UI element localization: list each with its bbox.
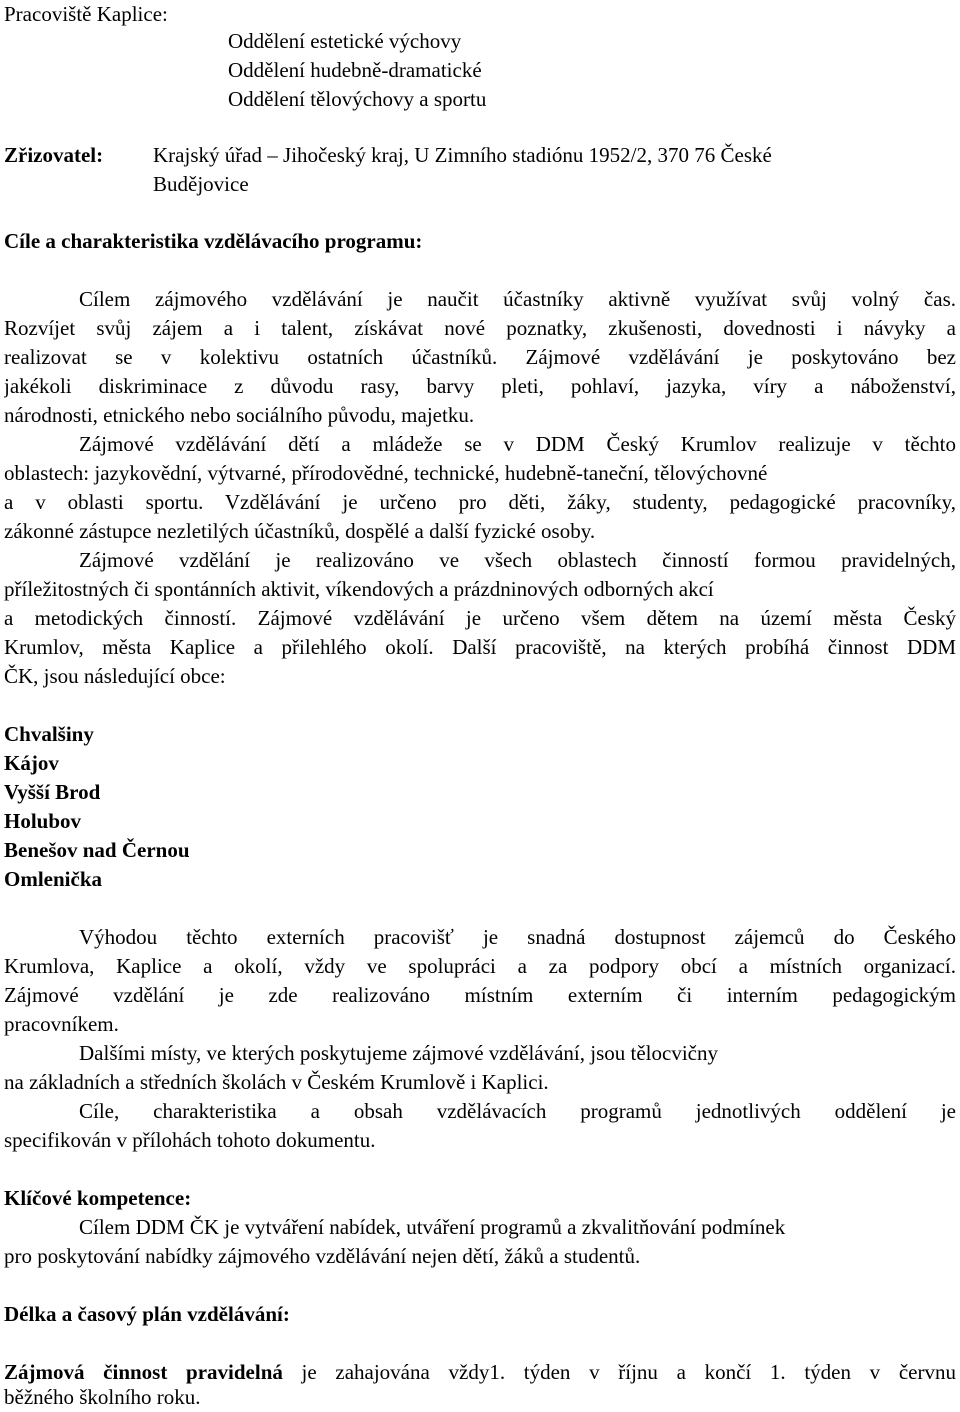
paragraph-line: specifikován v přílohách tohoto dokumentu.: [4, 1128, 376, 1152]
kompetence-heading: Klíčové kompetence:: [4, 1186, 192, 1210]
paragraph-line: pro poskytování nabídky zájmového vzdělávání nejen dětí, žáků a studentů.: [4, 1244, 641, 1268]
delka-bold-lead: Zájmová činnost pravidelná: [4, 1360, 283, 1384]
paragraph-line: oblastech: jazykovědní, výtvarné, přírodovědné, technické, hudebně-taneční, tělovýchovné: [4, 461, 768, 485]
paragraph-line: ČK, jsou následující obce:: [4, 664, 226, 688]
paragraph-line: Krumlov, města Kaplice a přilehlého okolí. Další pracoviště, na kterých probíhá činnost DDM: [4, 635, 956, 659]
paragraph-line: realizovat se v kolektivu ostatních účastníků. Zájmové vzdělávání je poskytováno bez: [4, 345, 956, 369]
delka-heading: Délka a časový plán vzdělávání:: [4, 1302, 290, 1326]
zrizovatel-value-cont: Budějovice: [153, 172, 249, 196]
paragraph-line: národnosti, etnického nebo sociálního původu, majetku.: [4, 403, 475, 427]
paragraph-line: a metodických činností. Zájmové vzdělávání je určeno všem dětem na území města Český: [4, 606, 956, 630]
paragraph-line: Cílem zájmového vzdělávání je naučit účastníky aktivně využívat svůj volný čas.: [79, 287, 956, 311]
paragraph-line: Zájmové vzdělávání dětí a mládeže se v DDM Český Krumlov realizuje v těchto: [79, 432, 956, 456]
zrizovatel-row: [4, 141, 956, 170]
kaplice-heading: Pracoviště Kaplice:: [4, 2, 168, 26]
paragraph-line: Cílem DDM ČK je vytváření nabídek, utváření programů a zkvalitňování podmínek: [79, 1215, 786, 1239]
paragraph-line: pracovníkem.: [4, 1012, 119, 1036]
obec-item: Benešov nad Černou: [4, 838, 190, 862]
obec-item: Chvalšiny: [4, 722, 94, 746]
zrizovatel-value: Krajský úřad – Jihočeský kraj, U Zimního stadiónu 1952/2, 370 76 České: [153, 143, 772, 167]
paragraph-line: jakékoli diskriminace z důvodu rasy, barvy pleti, pohlaví, jazyka, víry a náboženství,: [4, 374, 956, 398]
paragraph-line: Výhodou těchto externích pracovišť je snadná dostupnost zájemců do Českého: [79, 925, 956, 949]
zrizovatel-label: Zřizovatel:: [4, 143, 104, 167]
paragraph-line: zákonné zástupce nezletilých účastníků, dospělé a další fyzické osoby.: [4, 519, 596, 543]
paragraph-line: Zájmové vzdělání je realizováno ve všech oblastech činností formou pravidelných,: [79, 548, 956, 572]
obec-item: Vyšší Brod: [4, 780, 101, 804]
cile-heading: Cíle a charakteristika vzdělávacího programu:: [4, 229, 423, 253]
obec-item: Kájov: [4, 751, 59, 775]
delka-line-2: běžného školního roku.: [4, 1385, 201, 1409]
paragraph-line: příležitostných či spontánních aktivit, víkendových a prázdninových odborných akcí: [4, 577, 714, 601]
paragraph-line: Rozvíjet svůj zájem a i talent, získávat nové poznatky, zkušenosti, dovednosti i návyky a: [4, 316, 956, 340]
delka-line-rest: je zahajována vždy1. týden v říjnu a končí 1. týden v červnu: [282, 1360, 956, 1384]
department-item: Oddělení hudebně-dramatické: [228, 58, 482, 82]
paragraph-line: Dalšími místy, ve kterých poskytujeme zájmové vzdělávání, jsou tělocvičny: [79, 1041, 718, 1065]
department-item: Oddělení tělovýchovy a sportu: [228, 87, 487, 111]
paragraph-line: a v oblasti sportu. Vzdělávání je určeno pro děti, žáky, studenty, pedagogické pracovníky,: [4, 490, 956, 514]
department-item: Oddělení estetické výchovy: [228, 29, 462, 53]
paragraph-line: na základních a středních školách v Českém Krumlově i Kaplici.: [4, 1070, 549, 1094]
paragraph-line: Zájmové vzdělání je zde realizováno místním externím či interním pedagogickým: [4, 983, 956, 1007]
obec-item: Omlenička: [4, 867, 102, 891]
obec-item: Holubov: [4, 809, 82, 833]
paragraph-line: Krumlova, Kaplice a okolí, vždy ve spolupráci a za podpory obcí a místních organizací.: [4, 954, 956, 978]
paragraph-line: Cíle, charakteristika a obsah vzdělávacích programů jednotlivých oddělení je: [79, 1099, 956, 1123]
